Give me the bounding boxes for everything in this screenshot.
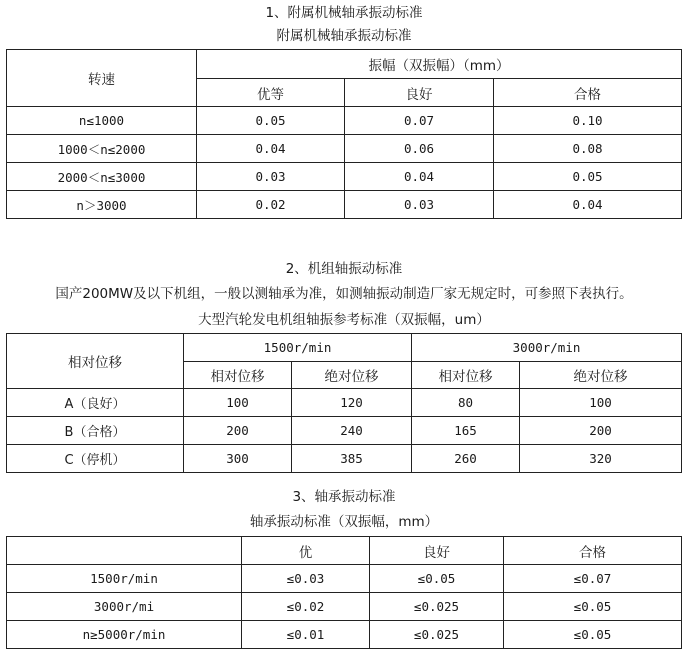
table-row	[7, 417, 682, 445]
value-cell: 0.04	[494, 191, 682, 219]
value-cell: 0.04	[197, 135, 345, 163]
header-blank	[7, 537, 242, 565]
value-cell: 320	[520, 445, 682, 473]
header-speed: 转速	[7, 50, 197, 107]
value-cell: 0.02	[197, 191, 345, 219]
section2-note: 国产200MW及以下机组，一般以测轴承为准，如测轴振动制造厂家无规定时，可参照下表执行。	[55, 286, 633, 302]
value-cell: 0.10	[494, 107, 682, 135]
value-cell: 100	[184, 389, 292, 417]
header-amplitude: 振幅（双振幅）（mm）	[197, 50, 682, 79]
value-cell: ≤0.025	[370, 593, 504, 621]
speed-cell: 3000r/mi	[7, 593, 242, 621]
grade-cell: A（良好）	[7, 389, 184, 417]
value-cell: 0.05	[197, 107, 345, 135]
value-cell: 80	[412, 389, 520, 417]
speed-cell: n＞3000	[7, 191, 197, 219]
value-cell: 100	[520, 389, 682, 417]
value-cell: ≤0.05	[504, 593, 682, 621]
value-cell: 0.08	[494, 135, 682, 163]
header-grade: 良好	[370, 537, 504, 565]
value-cell: 165	[412, 417, 520, 445]
value-cell: 385	[292, 445, 412, 473]
value-cell: ≤0.03	[242, 565, 370, 593]
header-sub: 绝对位移	[292, 362, 412, 389]
header-grade: 合格	[494, 79, 682, 107]
grade-cell: C（停机）	[7, 445, 184, 473]
table-row	[7, 565, 682, 593]
grade-cell: B（合格）	[7, 417, 184, 445]
header-grade: 良好	[345, 79, 494, 107]
section3-table-title: 轴承振动标准（双振幅，mm）	[249, 514, 439, 530]
value-cell: 0.03	[345, 191, 494, 219]
bearing-vibration-table	[6, 536, 682, 649]
section1-table-title: 附属机械轴承振动标准	[276, 28, 412, 44]
value-cell: ≤0.025	[370, 621, 504, 649]
value-cell: 240	[292, 417, 412, 445]
header-grade: 优等	[197, 79, 345, 107]
value-cell: 0.07	[345, 107, 494, 135]
value-cell: ≤0.01	[242, 621, 370, 649]
value-cell: ≤0.02	[242, 593, 370, 621]
value-cell: 300	[184, 445, 292, 473]
speed-cell: 2000＜n≤3000	[7, 163, 197, 191]
value-cell: ≤0.07	[504, 565, 682, 593]
header-sub: 相对位移	[412, 362, 520, 389]
section1-heading: 1、附属机械轴承振动标准	[265, 5, 423, 21]
value-cell: 200	[184, 417, 292, 445]
speed-cell: 1500r/min	[7, 565, 242, 593]
table-row	[7, 621, 682, 649]
table-row	[7, 135, 682, 163]
value-cell: 0.03	[197, 163, 345, 191]
section3-heading: 3、轴承振动标准	[292, 489, 396, 505]
speed-cell: n≤1000	[7, 107, 197, 135]
value-cell: 0.05	[494, 163, 682, 191]
header-sub: 绝对位移	[520, 362, 682, 389]
value-cell: 0.04	[345, 163, 494, 191]
value-cell: 120	[292, 389, 412, 417]
header-speed-3000: 3000r/min	[412, 334, 682, 362]
section2-table-title: 大型汽轮发电机组轴振参考标准（双振幅，um）	[198, 312, 490, 328]
table-row	[7, 163, 682, 191]
table-row	[7, 107, 682, 135]
header-row-label: 相对位移	[7, 334, 184, 389]
shaft-vibration-table	[6, 333, 682, 473]
value-cell: ≤0.05	[370, 565, 504, 593]
table-row	[7, 389, 682, 417]
accessory-bearing-vibration-table	[6, 49, 682, 219]
value-cell: 0.06	[345, 135, 494, 163]
table-row	[7, 445, 682, 473]
table-row	[7, 191, 682, 219]
table-row	[7, 593, 682, 621]
speed-cell: 1000＜n≤2000	[7, 135, 197, 163]
section2-heading: 2、机组轴振动标准	[285, 261, 403, 277]
header-sub: 相对位移	[184, 362, 292, 389]
speed-cell: n≥5000r/min	[7, 621, 242, 649]
header-grade: 优	[242, 537, 370, 565]
value-cell: 260	[412, 445, 520, 473]
value-cell: ≤0.05	[504, 621, 682, 649]
header-grade: 合格	[504, 537, 682, 565]
header-speed-1500: 1500r/min	[184, 334, 412, 362]
value-cell: 200	[520, 417, 682, 445]
